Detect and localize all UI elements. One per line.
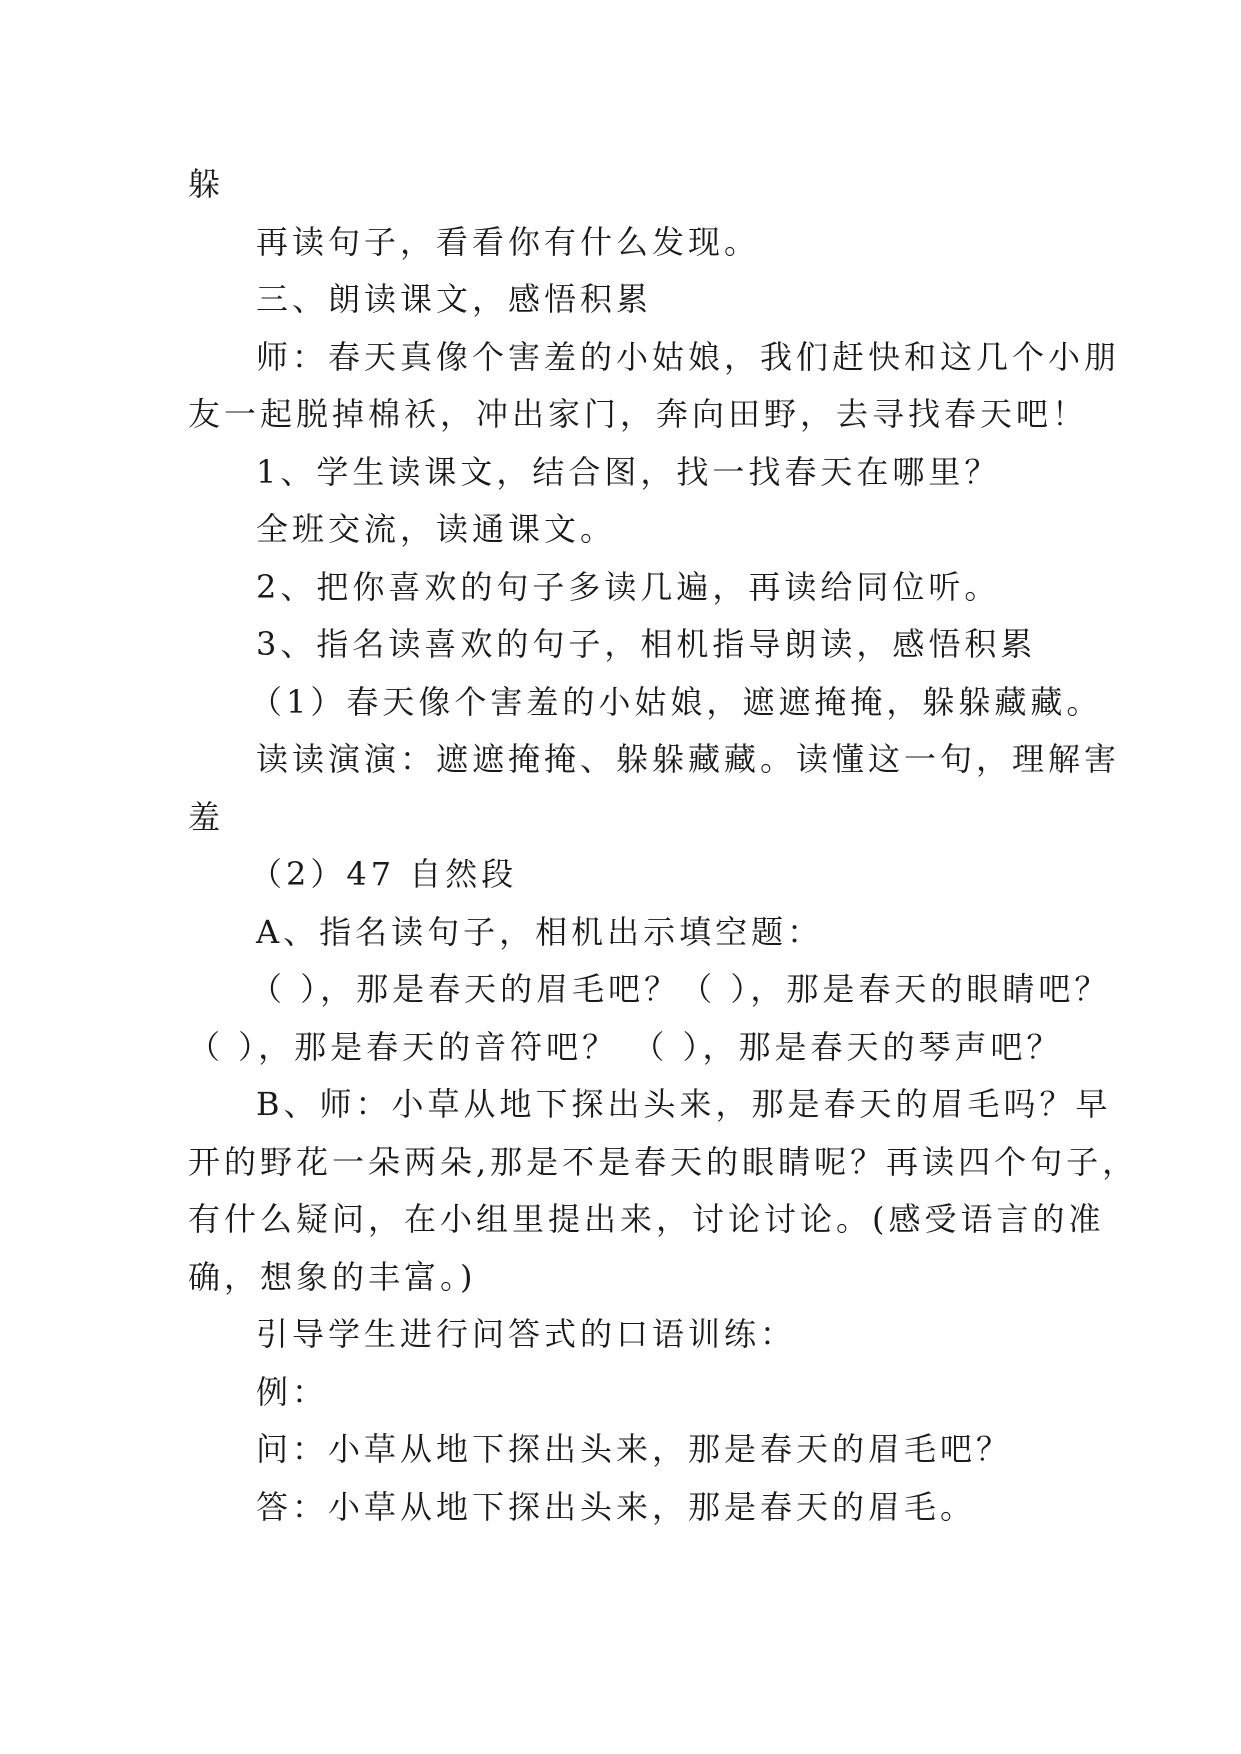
text-line: 开的野花一朵两朵,那是不是春天的眼睛呢？再读四个句子，	[188, 1143, 1139, 1181]
list-item: 2、把你喜欢的句子多读几遍，再读给同位听。	[256, 568, 1001, 606]
list-item: （2）47 自然段	[250, 855, 518, 893]
text-line: 问：小草从地下探出头来，那是春天的眉毛吧？	[256, 1430, 1013, 1468]
list-item: （1）春天像个害羞的小姑娘，遮遮掩掩，躲躲藏藏。	[250, 683, 1103, 721]
list-item: 3、指名读喜欢的句子，相机指导朗读，感悟积累	[256, 625, 1037, 663]
list-item: B、师：小草从地下探出头来，那是春天的眉毛吗？早	[256, 1085, 1112, 1123]
text-line: 羞	[188, 798, 225, 836]
text-line: 有什么疑问，在小组里提出来，讨论讨论。(感受语言的准	[188, 1200, 1105, 1238]
text-line: 答：小草从地下探出头来，那是春天的眉毛。	[256, 1488, 977, 1526]
text-line: （ ），那是春天的音符吧？ （ ），那是春天的琴声吧？	[188, 1028, 1063, 1066]
text-line: 全班交流，读通课文。	[256, 510, 617, 548]
text-line: 读读演演：遮遮掩掩、躲躲藏藏。读懂这一句，理解害	[256, 740, 1121, 778]
text-line: 友一起脱掉棉袄，冲出家门，奔向田野，去寻找春天吧！	[188, 395, 1089, 433]
section-heading: 三、朗读课文，感悟积累	[256, 280, 653, 318]
text-line: 引导学生进行问答式的口语训练：	[256, 1315, 797, 1353]
text-line: （ ），那是春天的眉毛吧？（ ），那是春天的眼睛吧？	[250, 970, 1111, 1008]
text-line: 例：	[256, 1373, 329, 1411]
list-item: A、指名读句子，相机出示填空题：	[256, 913, 824, 951]
text-line: 师：春天真像个害羞的小姑娘，我们赶快和这几个小朋	[256, 338, 1121, 376]
text-line: 再读句子，看看你有什么发现。	[256, 223, 761, 261]
list-item: 1、学生读课文，结合图，找一找春天在哪里？	[256, 453, 1001, 491]
text-line: 躲	[188, 165, 225, 203]
text-line: 确，想象的丰富。)	[188, 1258, 477, 1296]
